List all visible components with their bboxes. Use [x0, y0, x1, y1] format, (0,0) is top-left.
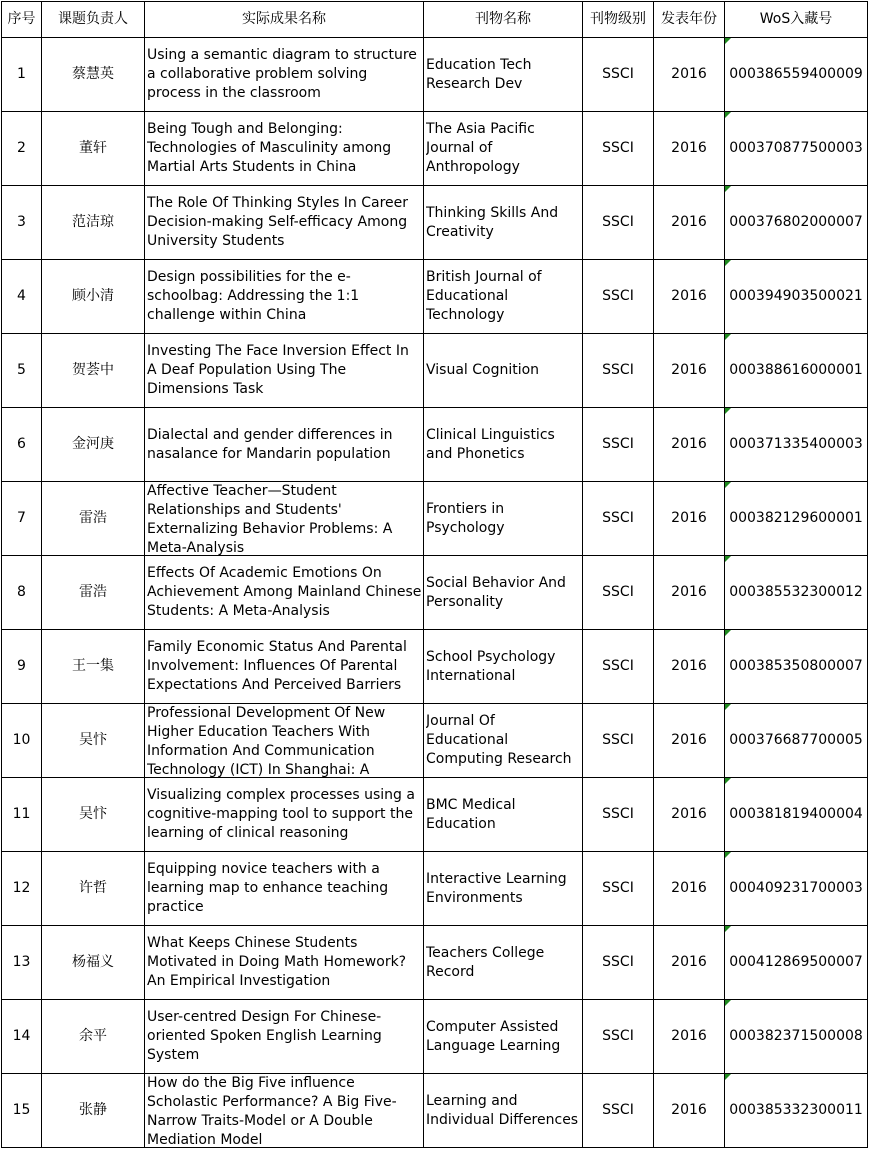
cell-journal-text: The Asia Pacific Journal of Anthropology	[426, 121, 535, 175]
cell-number-text: 8	[17, 584, 26, 600]
cell-year	[654, 334, 725, 408]
cell-number	[2, 186, 42, 260]
cell-number-text: 10	[12, 732, 31, 748]
cell-level	[583, 926, 654, 1000]
cell-title	[145, 778, 424, 852]
header-owner: 课题负责人	[42, 2, 145, 38]
cell-number-text: 1	[17, 66, 26, 82]
cell-number	[2, 852, 42, 926]
cell-year-text: 2016	[671, 288, 707, 304]
header-year: 发表年份	[654, 2, 725, 38]
header-row	[2, 2, 868, 38]
cell-wos-number-text: 000385350800007	[729, 658, 863, 674]
cell-owner	[42, 1074, 145, 1148]
table-row	[2, 1074, 868, 1148]
cell-wos-number-text: 000385532300012	[729, 584, 863, 600]
cell-number	[2, 630, 42, 704]
cell-title	[145, 112, 424, 186]
cell-year-text: 2016	[671, 954, 707, 970]
cell-number	[2, 112, 42, 186]
cell-owner	[42, 482, 145, 556]
table-row	[2, 408, 868, 482]
cell-year-text: 2016	[671, 806, 707, 822]
cell-level-text: SSCI	[602, 732, 634, 748]
cell-year-text: 2016	[671, 584, 707, 600]
header-level: 刊物级别	[583, 2, 654, 38]
cell-owner	[42, 556, 145, 630]
cell-number	[2, 926, 42, 1000]
table-row	[2, 1000, 868, 1074]
cell-level	[583, 112, 654, 186]
cell-year-text: 2016	[671, 1102, 707, 1118]
cell-wos-number	[725, 260, 868, 334]
cell-level-text: SSCI	[602, 880, 634, 896]
cell-owner	[42, 112, 145, 186]
table-row	[2, 926, 868, 1000]
cell-year-text: 2016	[671, 732, 707, 748]
cell-title-text: Using a semantic diagram to structure a collaborative problem solving process in the classroom	[147, 47, 417, 101]
cell-title-text: Effects Of Academic Emotions On Achievement Among Mainland Chinese Students: A Meta-Analysis	[147, 565, 422, 619]
cell-year-text: 2016	[671, 880, 707, 896]
cell-journal	[424, 334, 583, 408]
cell-journal-text: School Psychology International	[426, 648, 556, 684]
cell-wos-number-text: 000388616000001	[729, 362, 863, 378]
cell-owner-text: 雷浩	[79, 510, 107, 526]
cell-owner	[42, 1000, 145, 1074]
cell-title-text: Being Tough and Belonging: Technologies of Masculinity among Martial Arts Students in China	[147, 121, 392, 175]
cell-owner-text: 王一集	[72, 658, 114, 674]
cell-title	[145, 334, 424, 408]
cell-title-text: Equipping novice teachers with a learning map to enhance teaching practice	[147, 861, 389, 915]
cell-owner	[42, 778, 145, 852]
cell-journal	[424, 630, 583, 704]
cell-title	[145, 852, 424, 926]
cell-title	[145, 556, 424, 630]
cell-year	[654, 1074, 725, 1148]
cell-owner	[42, 334, 145, 408]
cell-year-text: 2016	[671, 1028, 707, 1044]
cell-year-text: 2016	[671, 362, 707, 378]
cell-number-text: 11	[12, 806, 31, 822]
cell-journal	[424, 38, 583, 112]
cell-wos-number	[725, 1074, 868, 1148]
cell-number	[2, 482, 42, 556]
cell-level	[583, 482, 654, 556]
cell-wos-number	[725, 408, 868, 482]
cell-journal	[424, 1074, 583, 1148]
cell-owner	[42, 408, 145, 482]
cell-journal-text: Computer Assisted Language Learning	[426, 1018, 561, 1054]
cell-title-text: Design possibilities for the e-schoolbag: Addressing the 1:1 challenge within China	[147, 269, 360, 323]
cell-level-text: SSCI	[602, 362, 634, 378]
cell-wos-number-text: 000376687700005	[729, 732, 863, 748]
cell-year	[654, 260, 725, 334]
cell-level	[583, 1000, 654, 1074]
cell-level-text: SSCI	[602, 436, 634, 452]
cell-journal-text: Frontiers in Psychology	[426, 500, 505, 536]
cell-title-text: What Keeps Chinese Students Motivated in Doing Math Homework? An Empirical Investigation	[147, 935, 407, 989]
cell-owner-text: 雷浩	[79, 584, 107, 600]
cell-level-text: SSCI	[602, 1028, 634, 1044]
cell-wos-number-text: 000382129600001	[729, 510, 863, 526]
cell-owner-text: 吴忭	[79, 732, 107, 748]
cell-title-text: Professional Development Of New Higher Education Teachers With Information And Communication Technology (ICT) In Shanghai: A	[147, 705, 386, 777]
cell-year	[654, 926, 725, 1000]
cell-number	[2, 1000, 42, 1074]
cell-wos-number	[725, 334, 868, 408]
cell-wos-number-text: 000376802000007	[729, 214, 863, 230]
cell-level	[583, 630, 654, 704]
cell-journal	[424, 778, 583, 852]
cell-wos-number	[725, 112, 868, 186]
cell-year-text: 2016	[671, 140, 707, 156]
cell-title-text: Family Economic Status And Parental Involvement: Influences Of Parental Expectations And Perceived Barriers	[147, 639, 407, 693]
cell-journal	[424, 926, 583, 1000]
cell-owner-text: 许哲	[79, 880, 107, 896]
cell-journal-text: Learning and Individual Differences	[426, 1092, 579, 1128]
cell-year-text: 2016	[671, 510, 707, 526]
header-title: 实际成果名称	[145, 2, 424, 38]
cell-title	[145, 38, 424, 112]
cell-owner-text: 蔡慧英	[72, 66, 114, 82]
cell-number-text: 14	[12, 1028, 31, 1044]
cell-owner-text: 贺荟中	[72, 362, 114, 378]
cell-number-text: 7	[17, 510, 26, 526]
cell-level	[583, 334, 654, 408]
cell-level	[583, 38, 654, 112]
cell-journal-text: Journal Of Educational Computing Research	[426, 713, 572, 767]
table-row	[2, 260, 868, 334]
cell-owner	[42, 926, 145, 1000]
cell-title-text: The Role Of Thinking Styles In Career Decision-making Self-efficacy Among University Students	[147, 195, 409, 249]
cell-level	[583, 260, 654, 334]
cell-year-text: 2016	[671, 66, 707, 82]
cell-number	[2, 334, 42, 408]
cell-journal-text: British Journal of Educational Technology	[426, 269, 542, 323]
cell-journal	[424, 186, 583, 260]
cell-number-text: 15	[12, 1102, 31, 1118]
cell-year	[654, 408, 725, 482]
cell-owner	[42, 186, 145, 260]
cell-wos-number-text: 000385332300011	[729, 1102, 863, 1118]
cell-owner-text: 杨福义	[72, 954, 114, 970]
cell-year-text: 2016	[671, 436, 707, 452]
cell-number-text: 5	[17, 362, 26, 378]
cell-journal	[424, 408, 583, 482]
cell-journal-text: Visual Cognition	[426, 362, 540, 378]
cell-title	[145, 482, 424, 556]
cell-journal	[424, 704, 583, 778]
cell-level-text: SSCI	[602, 584, 634, 600]
cell-title	[145, 704, 424, 778]
cell-wos-number	[725, 704, 868, 778]
cell-number-text: 4	[17, 288, 26, 304]
cell-title-text: Visualizing complex processes using a cognitive-mapping tool to support the learning of clinical reasoning	[147, 787, 415, 841]
cell-wos-number-text: 000412869500007	[729, 954, 863, 970]
cell-number	[2, 408, 42, 482]
table-row	[2, 334, 868, 408]
table-row	[2, 556, 868, 630]
cell-wos-number	[725, 38, 868, 112]
cell-wos-number	[725, 852, 868, 926]
cell-title	[145, 186, 424, 260]
cell-title-text: Dialectal and gender differences in nasalance for Mandarin population	[147, 426, 393, 462]
cell-wos-number	[725, 926, 868, 1000]
table-row	[2, 112, 868, 186]
cell-title	[145, 1074, 424, 1148]
cell-owner	[42, 630, 145, 704]
cell-owner-text: 金河庚	[72, 436, 114, 452]
cell-level-text: SSCI	[602, 806, 634, 822]
table-row	[2, 38, 868, 112]
cell-journal-text: Clinical Linguistics and Phonetics	[426, 426, 555, 462]
cell-level	[583, 852, 654, 926]
header-wos: WoS入藏号	[725, 2, 868, 38]
cell-number-text: 2	[17, 140, 26, 156]
cell-owner-text: 顾小清	[72, 288, 114, 304]
cell-title	[145, 926, 424, 1000]
cell-journal	[424, 852, 583, 926]
cell-level-text: SSCI	[602, 288, 634, 304]
cell-level-text: SSCI	[602, 140, 634, 156]
cell-owner	[42, 260, 145, 334]
cell-wos-number	[725, 482, 868, 556]
cell-owner-text: 吴忭	[79, 806, 107, 822]
cell-owner-text: 余平	[79, 1028, 107, 1044]
cell-level-text: SSCI	[602, 66, 634, 82]
cell-owner-text: 张静	[79, 1102, 107, 1118]
cell-wos-number	[725, 630, 868, 704]
cell-number-text: 13	[12, 954, 31, 970]
cell-owner	[42, 38, 145, 112]
cell-year	[654, 630, 725, 704]
cell-level-text: SSCI	[602, 214, 634, 230]
table-row	[2, 852, 868, 926]
cell-owner-text: 董轩	[79, 140, 107, 156]
cell-title-text: Affective Teacher—Student Relationships and Students' Externalizing Behavior Problems: A Meta-Analysis	[147, 483, 393, 555]
header-number: 序号	[2, 2, 42, 38]
cell-year	[654, 852, 725, 926]
cell-journal	[424, 1000, 583, 1074]
cell-wos-number-text: 000386559400009	[729, 66, 863, 82]
cell-level	[583, 408, 654, 482]
cell-level-text: SSCI	[602, 658, 634, 674]
cell-owner-text: 范洁琼	[72, 214, 114, 230]
cell-level	[583, 778, 654, 852]
cell-number-text: 6	[17, 436, 26, 452]
cell-year-text: 2016	[671, 214, 707, 230]
table-row	[2, 778, 868, 852]
cell-wos-number-text: 000381819400004	[729, 806, 863, 822]
cell-journal	[424, 482, 583, 556]
cell-journal-text: Interactive Learning Environments	[426, 870, 567, 906]
cell-wos-number-text: 000371335400003	[729, 436, 863, 452]
cell-number-text: 3	[17, 214, 26, 230]
header-journal: 刊物名称	[424, 2, 583, 38]
cell-number	[2, 260, 42, 334]
cell-title	[145, 408, 424, 482]
cell-number	[2, 556, 42, 630]
cell-journal-text: BMC Medical Education	[426, 796, 516, 832]
table-row	[2, 704, 868, 778]
cell-year	[654, 1000, 725, 1074]
cell-year	[654, 704, 725, 778]
cell-number-text: 9	[17, 658, 26, 674]
cell-wos-number	[725, 556, 868, 630]
cell-wos-number	[725, 1000, 868, 1074]
cell-number	[2, 1074, 42, 1148]
cell-title-text: How do the Big Five influence Scholastic Performance? A Big Five-Narrow Traits-Model or A Double Mediation Model	[147, 1075, 397, 1147]
cell-wos-number-text: 000382371500008	[729, 1028, 863, 1044]
cell-journal	[424, 556, 583, 630]
cell-year	[654, 38, 725, 112]
cell-title	[145, 630, 424, 704]
cell-journal-text: Social Behavior And Personality	[426, 574, 566, 610]
cell-number	[2, 704, 42, 778]
cell-wos-number	[725, 186, 868, 260]
cell-wos-number-text: 000409231700003	[729, 880, 863, 896]
cell-year	[654, 186, 725, 260]
cell-title-text: User-centred Design For Chinese-oriented Spoken English Learning System	[147, 1009, 382, 1063]
cell-journal	[424, 112, 583, 186]
cell-journal	[424, 260, 583, 334]
cell-number	[2, 38, 42, 112]
table-row	[2, 482, 868, 556]
table-row	[2, 186, 868, 260]
cell-owner	[42, 704, 145, 778]
cell-journal-text: Education Tech Research Dev	[426, 56, 532, 92]
cell-year-text: 2016	[671, 658, 707, 674]
cell-wos-number-text: 000394903500021	[729, 288, 863, 304]
cell-journal-text: Teachers College Record	[426, 944, 545, 980]
cell-journal-text: Thinking Skills And Creativity	[426, 204, 559, 240]
cell-title	[145, 260, 424, 334]
cell-year	[654, 778, 725, 852]
cell-level-text: SSCI	[602, 510, 634, 526]
publication-table	[1, 1, 868, 1148]
cell-level	[583, 556, 654, 630]
cell-year	[654, 556, 725, 630]
cell-wos-number	[725, 778, 868, 852]
cell-number-text: 12	[12, 880, 31, 896]
cell-title	[145, 1000, 424, 1074]
cell-level	[583, 186, 654, 260]
cell-level	[583, 704, 654, 778]
cell-year	[654, 482, 725, 556]
cell-year	[654, 112, 725, 186]
cell-level-text: SSCI	[602, 954, 634, 970]
cell-owner	[42, 852, 145, 926]
cell-title-text: Investing The Face Inversion Effect In A Deaf Population Using The Dimensions Task	[147, 343, 409, 397]
cell-number	[2, 778, 42, 852]
table-row	[2, 630, 868, 704]
cell-level	[583, 1074, 654, 1148]
cell-wos-number-text: 000370877500003	[729, 140, 863, 156]
cell-level-text: SSCI	[602, 1102, 634, 1118]
